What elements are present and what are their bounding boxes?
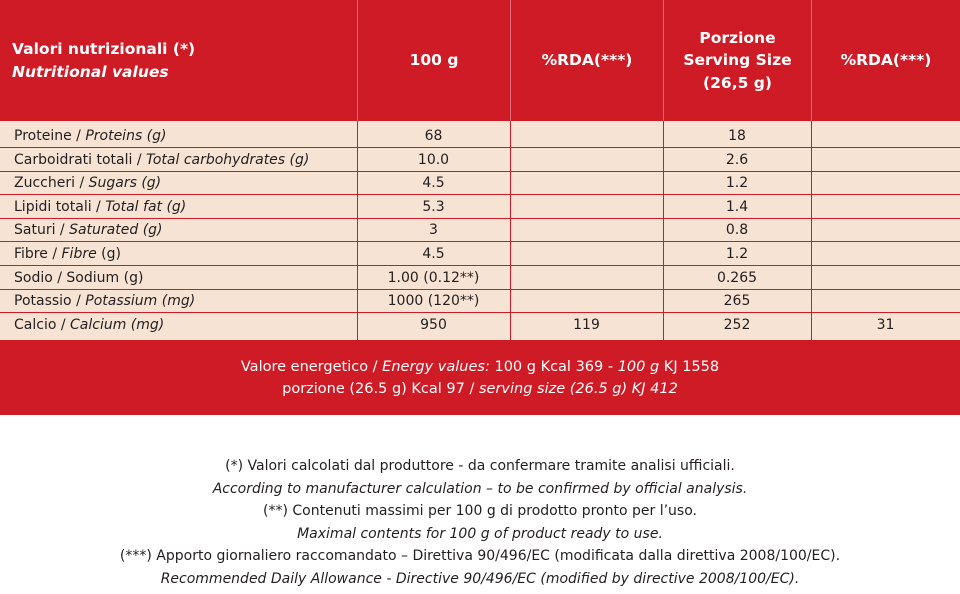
- footnote-2-en: Maximal contents for 100 g of product ready to use.: [297, 525, 663, 542]
- rda-per-100g: [510, 125, 663, 147]
- header-label-cell: [0, 0, 357, 121]
- rda-per-100g: [510, 196, 663, 218]
- nutrient-name-it: Carboidrati totali /: [14, 151, 147, 168]
- header-portion-line2: Serving Size: [683, 51, 792, 70]
- footnote-3: (***) Apporto giornaliero raccomandato – Direttiva 90/496/EC (modificata dalla direttiva 2008/100/EC).: [119, 548, 841, 564]
- nutrient-name-it: Proteine /: [14, 128, 86, 144]
- rda-per-100g: [510, 243, 663, 265]
- table-row: [0, 314, 960, 337]
- table-row: [0, 243, 960, 266]
- header-rda-100g: %RDA(***): [510, 0, 663, 121]
- rda-per-100g: [510, 290, 663, 312]
- energy-line-1: [241, 356, 719, 378]
- nutrient-name-en: Proteins (g): [85, 128, 167, 144]
- table-header: [0, 0, 960, 121]
- value-per-portion: 1.4: [725, 198, 749, 215]
- footnote-3-en: Recommended Daily Allowance - Directive 90/496/EC (modified by directive 2008/100/EC).: [160, 570, 800, 587]
- energy-100g-kj: KJ 1558: [659, 358, 720, 375]
- table-row: [0, 196, 960, 219]
- nutrient-name-it: Zuccheri /: [14, 175, 89, 192]
- nutrient-label: [0, 196, 371, 218]
- nutrient-label: [0, 125, 371, 147]
- table-row: [0, 290, 960, 313]
- value-per-portion: 18: [728, 128, 746, 144]
- value-per-100g: 950: [420, 316, 447, 333]
- nutrient-name-en: Sugars (g): [88, 175, 162, 192]
- nutrient-label: [0, 172, 371, 194]
- table-row: [0, 267, 960, 290]
- rda-per-100g: [510, 149, 663, 171]
- value-per-100g: 1000 (120**): [387, 293, 480, 310]
- rda-per-portion: [811, 125, 960, 147]
- rda-per-portion: [811, 196, 960, 218]
- rda-per-100g: [510, 219, 663, 241]
- value-per-100g: 1.00 (0.12**): [387, 269, 480, 286]
- energy-portion-it: porzione (26.5 g) Kcal 97 /: [282, 380, 479, 397]
- header-100g: 100 g: [357, 0, 510, 121]
- nutrient-label: [0, 314, 371, 336]
- header-portion-cell: [663, 0, 811, 121]
- rda-per-100g: [510, 172, 663, 194]
- nutrient-name-en: Calcium (mg): [70, 316, 165, 333]
- header-portion-line1: Porzione: [699, 28, 776, 47]
- value-per-100g: 3: [429, 222, 438, 239]
- rda-per-100g: 119: [573, 316, 600, 333]
- nutrient-name-it: Saturi /: [14, 222, 70, 239]
- value-per-portion: 1.2: [725, 175, 749, 192]
- rda-per-portion: [811, 219, 960, 241]
- value-per-100g: 4.5: [422, 246, 445, 262]
- energy-100g-kcal: 100 g Kcal 369 -: [489, 358, 618, 375]
- nutrient-name-en: Potassium (mg): [85, 293, 196, 310]
- footnote-1-en: According to manufacturer calculation – to be confirmed by official analysis.: [212, 480, 748, 497]
- nutrient-label: [0, 243, 371, 265]
- rda-per-portion: [811, 243, 960, 265]
- footnote-1: (*) Valori calcolati dal produttore - da confermare tramite analisi ufficiali.: [225, 458, 735, 474]
- energy-portion-en: serving size (26.5 g) KJ 412: [478, 380, 678, 397]
- energy-label-it: Valore energetico /: [240, 358, 383, 375]
- header-label-it: Valori nutrizionali (*): [12, 40, 196, 59]
- header-portion-line3: (26,5 g): [703, 73, 772, 92]
- nutrient-unit: (g): [96, 246, 121, 262]
- header-rda-portion: %RDA(***): [811, 0, 960, 121]
- nutrient-name-en: Fibre: [61, 246, 97, 262]
- value-per-portion: 1.2: [725, 246, 749, 262]
- value-per-portion: 252: [723, 316, 751, 333]
- nutrient-name-en: Total carbohydrates (g): [146, 151, 310, 168]
- value-per-portion: 0.8: [725, 222, 749, 239]
- nutrient-label: [0, 149, 371, 171]
- rda-per-portion: 31: [876, 316, 895, 333]
- nutrient-label: [0, 219, 371, 241]
- energy-line-2: [282, 378, 678, 400]
- value-per-100g: 10.0: [417, 151, 450, 168]
- value-per-portion: 0.265: [716, 269, 758, 286]
- table-row: [0, 149, 960, 172]
- value-per-100g: 5.3: [422, 198, 445, 215]
- nutrient-name-it: Sodio / Sodium (g): [14, 269, 144, 286]
- rda-per-100g: [510, 267, 663, 289]
- nutrient-name-it: Lipidi totali /: [14, 198, 106, 215]
- rda-per-portion: [811, 267, 960, 289]
- rda-per-portion: [811, 149, 960, 171]
- table-row: [0, 172, 960, 195]
- rda-per-portion: [811, 172, 960, 194]
- nutrient-name-en: Saturated (g): [69, 222, 163, 239]
- value-per-100g: 4.5: [422, 175, 445, 192]
- energy-100g-en: 100 g: [617, 358, 660, 375]
- footnote-2: (**) Contenuti massimi per 100 g di prodotto pronto per l’uso.: [263, 503, 697, 519]
- nutrient-label: [0, 290, 371, 312]
- table-row: [0, 125, 960, 148]
- nutrient-name-it: Calcio /: [14, 316, 71, 333]
- value-per-100g: 68: [424, 128, 443, 144]
- header-label-en: Nutritional values: [12, 62, 169, 81]
- rda-per-portion: [811, 290, 960, 312]
- footnotes: [0, 455, 960, 590]
- value-per-portion: 2.6: [725, 151, 749, 168]
- value-per-portion: 265: [723, 293, 751, 310]
- nutrient-name-it: Fibre /: [14, 246, 62, 262]
- table-row: [0, 219, 960, 242]
- energy-values-band: [0, 340, 960, 415]
- nutrient-name-it: Potassio /: [14, 293, 86, 310]
- nutrient-label: [0, 267, 371, 289]
- nutrient-name-en: Total fat (g): [105, 198, 187, 215]
- energy-label-en: Energy values:: [382, 358, 490, 375]
